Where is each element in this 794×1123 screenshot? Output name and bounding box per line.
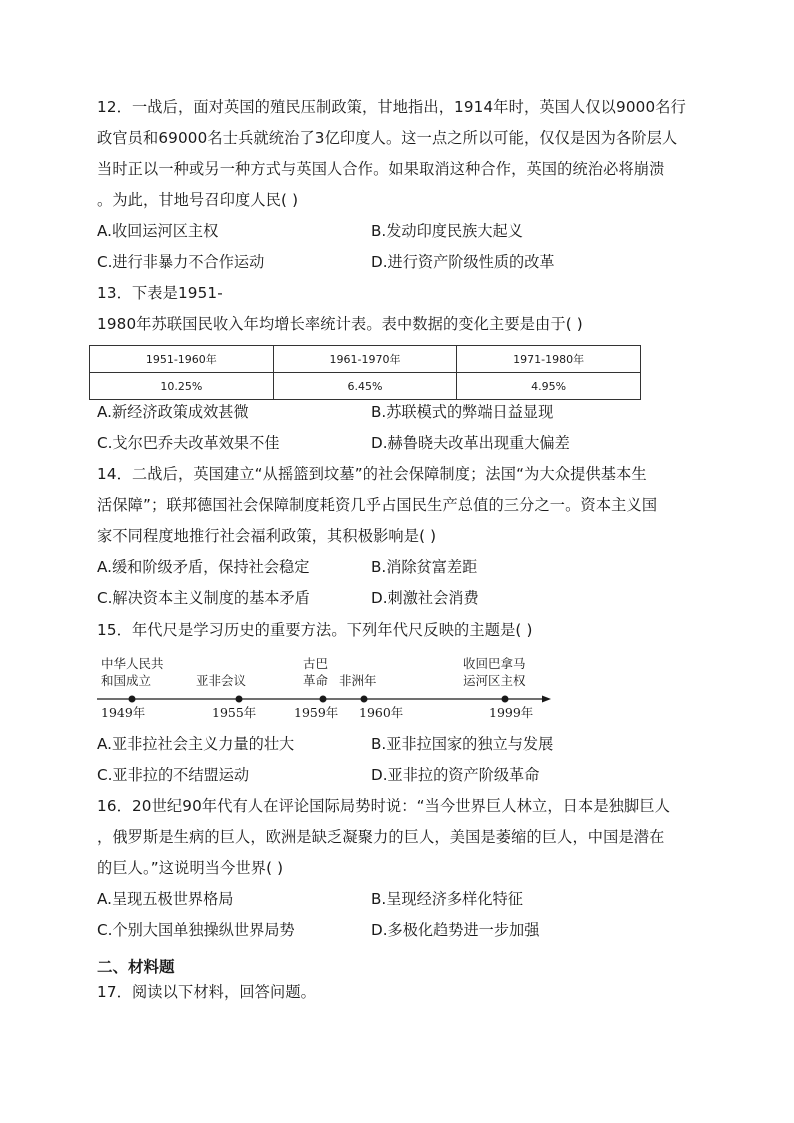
timeline-year: 1960年 [359,705,404,720]
timeline-event-label: 革命 [303,673,329,688]
q16-line-3: 的巨人。”这说明当今世界( ) [97,859,284,877]
q12-option-a[interactable]: A.收回运河区主权 [97,222,219,240]
q14-line-1: 14．二战后，英国建立“从摇篮到坟墓”的社会保障制度；法国“为大众提供基本生 [97,465,647,483]
q14-line-2: 活保障”；联邦德国社会保障制度耗资几乎占国民生产总值的三分之一。资本主义国 [97,496,658,514]
table-cell: 4.95% [457,373,641,400]
table-header-cell: 1971-1980年 [457,346,641,373]
table-cell: 6.45% [273,373,457,400]
q13-line-2: 1980年苏联国民收入年均增长率统计表。表中数据的变化主要是由于( ) [97,315,583,333]
timeline-dot [236,696,243,703]
timeline-dot [361,696,368,703]
q15-option-a[interactable]: A.亚非拉社会主义力量的壮大 [97,735,295,753]
q16-option-a[interactable]: A.呈现五极世界格局 [97,890,234,908]
q12-option-d[interactable]: D.进行资产阶级性质的改革 [371,253,555,271]
timeline-dot [129,696,136,703]
q16-line-1: 16．20世纪90年代有人在评论国际局势时说：“当今世界巨人林立，日本是独脚巨人 [97,797,671,815]
q13-option-c[interactable]: C.戈尔巴乔夫改革效果不佳 [97,434,280,452]
timeline-dot [320,696,327,703]
q15-option-b[interactable]: B.亚非拉国家的独立与发展 [371,735,554,753]
q15-option-d[interactable]: D.亚非拉的资产阶级革命 [371,766,540,784]
q14-option-d[interactable]: D.刺激社会消费 [371,589,479,607]
timeline-event-label: 非洲年 [339,673,377,688]
timeline-event-label: 古巴 [303,656,329,671]
q12-line-2: 政官员和69000名士兵就统治了3亿印度人。这一点之所以可能，仅仅是因为各阶层人 [97,129,678,147]
timeline-event-label: 亚非会议 [196,673,247,688]
q14-line-3: 家不同程度地推行社会福利政策，其积极影响是( ) [97,527,437,545]
table-cell: 10.25% [90,373,274,400]
timeline-year: 1955年 [212,705,257,720]
timeline-diagram [89,652,559,722]
timeline-event-label: 收回巴拿马 [463,656,526,671]
table-header-cell: 1951-1960年 [90,346,274,373]
q15-option-c[interactable]: C.亚非拉的不结盟运动 [97,766,250,784]
q16-line-2: ，俄罗斯是生病的巨人，欧洲是缺乏凝聚力的巨人，美国是萎缩的巨人，中国是潜在 [97,828,665,846]
timeline-year: 1999年 [489,705,534,720]
section-heading: 二、材料题 [97,958,175,976]
q13-option-b[interactable]: B.苏联模式的弊端日益显现 [371,403,554,421]
timeline-dot [502,696,509,703]
timeline-event-label: 和国成立 [101,673,152,688]
q12-line-3: 当时正以一种或另一种方式与英国人合作。如果取消这种合作，英国的统治必将崩溃 [97,160,665,178]
q13-line-1: 13．下表是1951- [97,284,223,302]
timeline-event-label: 运河区主权 [463,673,526,688]
q12-line-4: 。为此，甘地号召印度人民( ) [97,191,299,209]
timeline-event-label: 中华人民共 [101,656,164,671]
q14-option-b[interactable]: B.消除贫富差距 [371,558,478,576]
q15-line-1: 15．年代尺是学习历史的重要方法。下列年代尺反映的主题是( ) [97,621,533,639]
q13-option-a[interactable]: A.新经济政策成效甚微 [97,403,249,421]
q14-option-a[interactable]: A.缓和阶级矛盾，保持社会稳定 [97,558,310,576]
table-header-cell: 1961-1970年 [273,346,457,373]
timeline-year: 1959年 [294,705,339,720]
timeline-arrow-icon [542,696,551,703]
q13-option-d[interactable]: D.赫鲁晓夫改革出现重大偏差 [371,434,570,452]
q16-option-d[interactable]: D.多极化趋势进一步加强 [371,921,540,939]
q14-option-c[interactable]: C.解决资本主义制度的基本矛盾 [97,589,310,607]
q12-line-1: 12．一战后，面对英国的殖民压制政策，甘地指出，1914年时，英国人仅以9000名行 [97,98,686,116]
table-header-row [90,346,641,373]
q12-option-b[interactable]: B.发动印度民族大起义 [371,222,523,240]
q16-option-b[interactable]: B.呈现经济多样化特征 [371,890,523,908]
table-row [90,373,641,400]
q17-line-1: 17．阅读以下材料，回答问题。 [97,983,317,1001]
q12-option-c[interactable]: C.进行非暴力不合作运动 [97,253,265,271]
growth-rate-table [89,345,641,400]
timeline-year: 1949年 [101,705,146,720]
q16-option-c[interactable]: C.个别大国单独操纵世界局势 [97,921,295,939]
